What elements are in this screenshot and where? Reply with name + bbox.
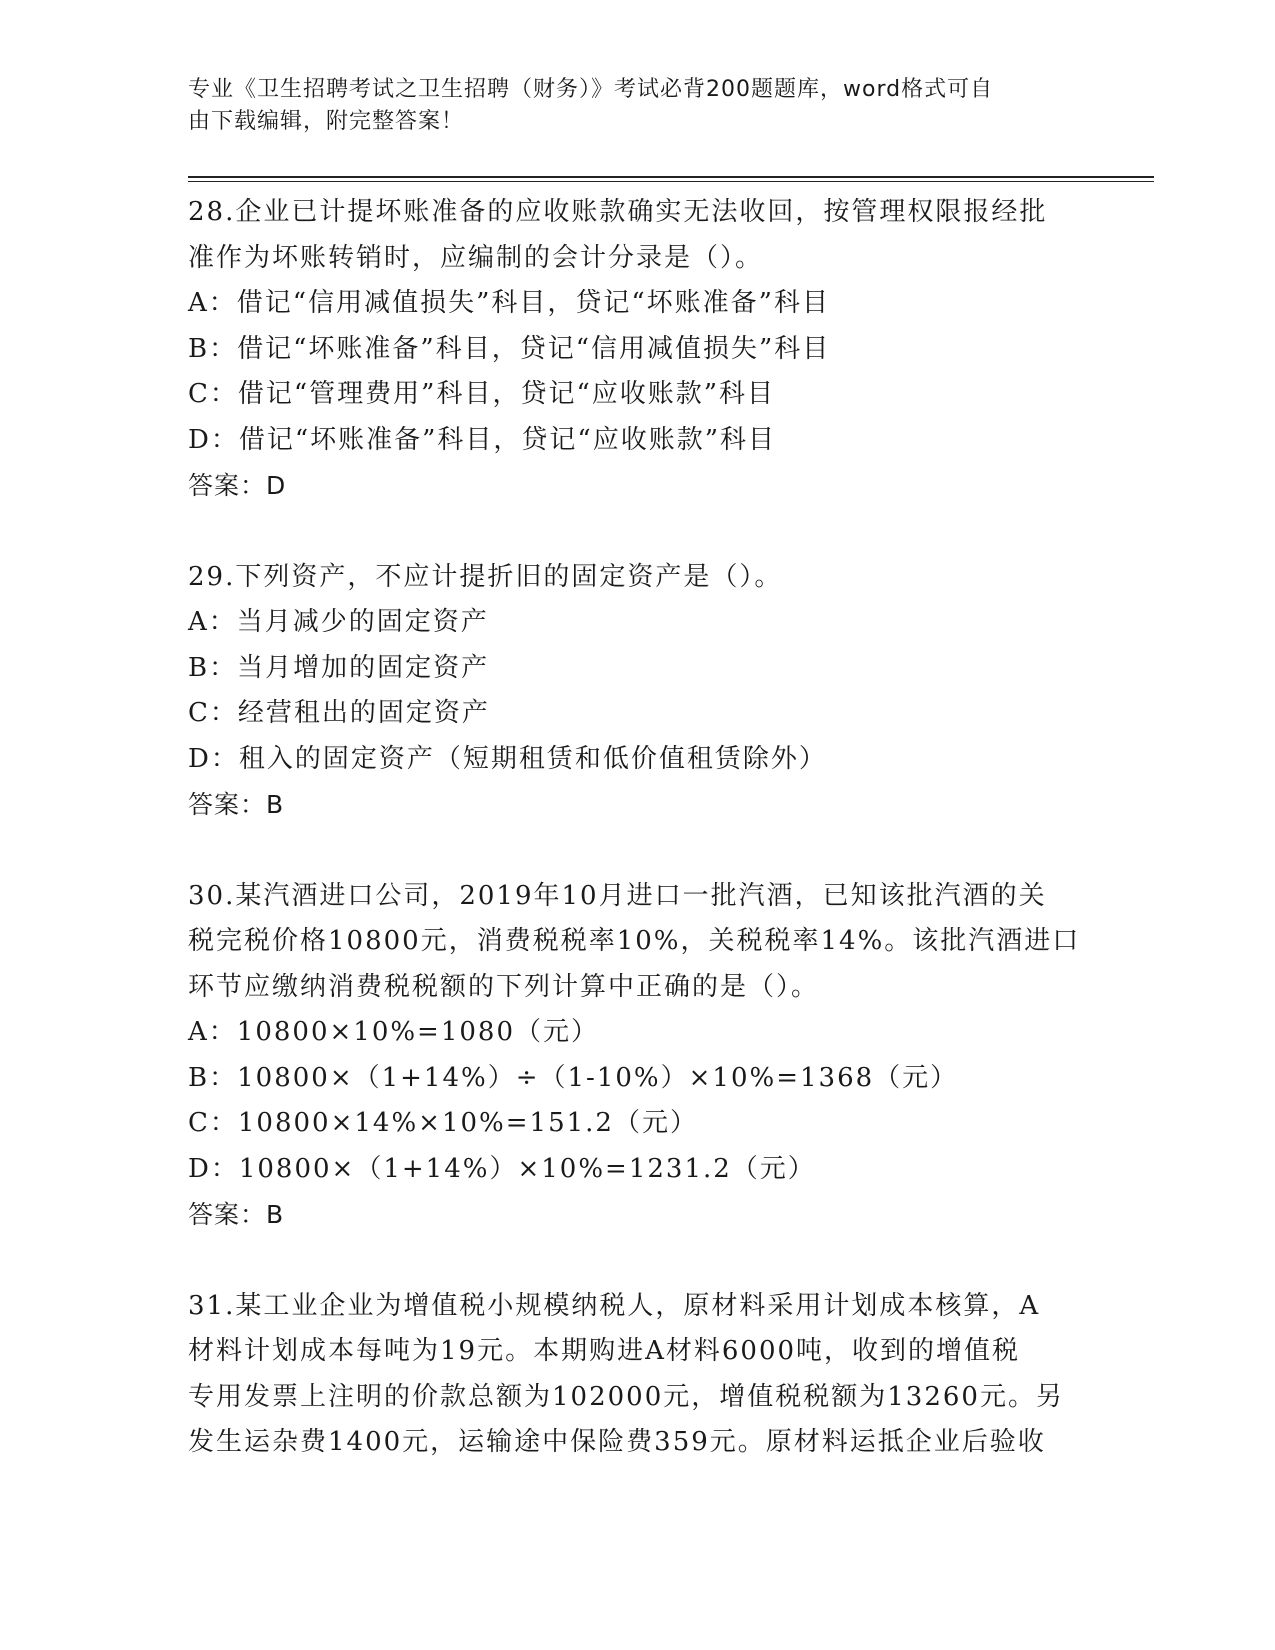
header-divider-thick bbox=[188, 176, 1154, 178]
header-title-line-2: 由下载编辑，附完整答案！ bbox=[188, 109, 465, 134]
header-divider-thin bbox=[188, 181, 1154, 182]
option-c: C：借记“管理费用”科目，贷记“应收账款”科目 bbox=[188, 379, 776, 409]
question-stem-line: 发生运杂费1400元，运输途中保险费359元。原材料运抵企业后验收 bbox=[188, 1427, 1046, 1457]
question-29 bbox=[188, 555, 1088, 828]
question-stem-line: 31.某工业企业为增值税小规模纳税人，原材料采用计划成本核算，A bbox=[188, 1290, 1041, 1321]
question-31 bbox=[188, 1284, 1088, 1466]
answer: 答案：B bbox=[188, 790, 285, 819]
document-header bbox=[188, 74, 1068, 138]
option-b: B：借记“坏账准备”科目，贷记“信用减值损失”科目 bbox=[188, 333, 831, 364]
spacer bbox=[188, 828, 1088, 874]
answer: 答案：B bbox=[188, 1200, 285, 1229]
option-a: A：借记“信用减值损失”科目，贷记“坏账准备”科目 bbox=[188, 288, 830, 318]
option-c: C：经营租出的固定资产 bbox=[188, 698, 490, 728]
option-c: C：10800×14%×10%=151.2（元） bbox=[188, 1108, 698, 1138]
option-d: D：租入的固定资产（短期租赁和低价值租赁除外） bbox=[188, 743, 827, 774]
question-stem-line: 28.企业已计提坏账准备的应收账款确实无法收回，按管理权限报经批 bbox=[188, 197, 1048, 227]
option-d: D：借记“坏账准备”科目，贷记“应收账款”科目 bbox=[188, 424, 777, 455]
question-list bbox=[188, 190, 1088, 1466]
question-stem-line: 29.下列资产，不应计提折旧的固定资产是（）。 bbox=[188, 561, 783, 592]
question-stem-line: 准作为坏账转销时，应编制的会计分录是（）。 bbox=[188, 242, 764, 273]
spacer bbox=[188, 509, 1088, 555]
spacer bbox=[188, 1238, 1088, 1284]
question-30 bbox=[188, 874, 1088, 1238]
option-a: A：当月减少的固定资产 bbox=[188, 607, 489, 637]
question-stem-line: 税完税价格10800元，消费税税率10%，关税税率14%。该批汽酒进口 bbox=[188, 926, 1081, 956]
option-b: B：当月增加的固定资产 bbox=[188, 652, 490, 683]
question-stem-line: 环节应缴纳消费税税额的下列计算中正确的是（）。 bbox=[188, 971, 820, 1002]
question-stem-line: 30.某汽酒进口公司，2019年10月进口一批汽酒，已知该批汽酒的关 bbox=[188, 880, 1047, 911]
question-stem-line: 材料计划成本每吨为19元。本期购进A材料6000吨，收到的增值税 bbox=[188, 1336, 1021, 1366]
option-a: A：10800×10%=1080（元） bbox=[188, 1017, 600, 1047]
option-b: B：10800×（1+14%）÷（1-10%）×10%=1368（元） bbox=[188, 1062, 959, 1093]
question-28 bbox=[188, 190, 1088, 509]
option-d: D：10800×（1+14%）×10%=1231.2（元） bbox=[188, 1153, 816, 1184]
header-title-line-1: 专业《卫生招聘考试之卫生招聘（财务）》考试必背200题题库，word格式可自 bbox=[188, 77, 994, 102]
answer: 答案：D bbox=[188, 471, 287, 500]
question-stem-line: 专用发票上注明的价款总额为102000元，增值税税额为13260元。另 bbox=[188, 1381, 1064, 1412]
